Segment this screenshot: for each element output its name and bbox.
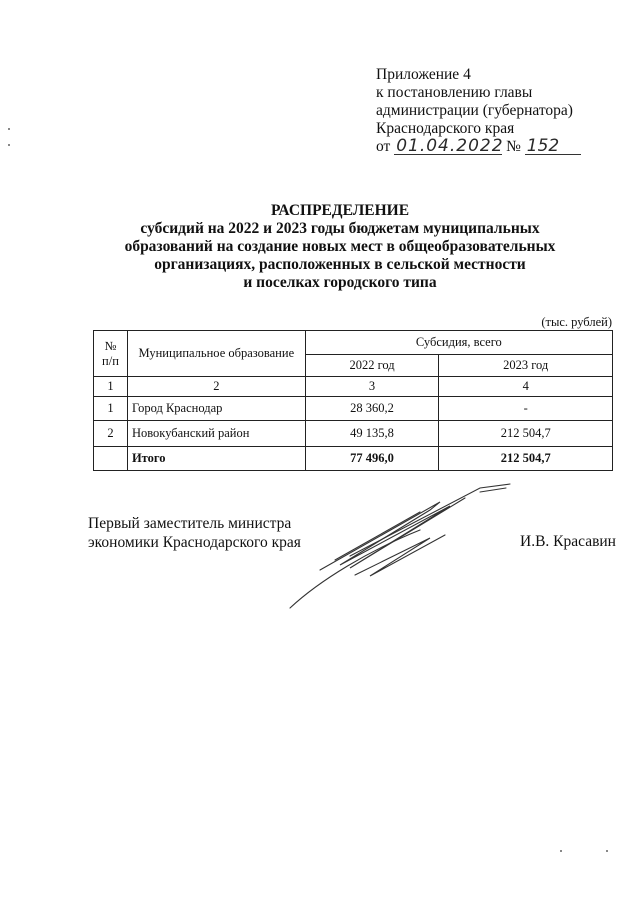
row-2022: 28 360,2 — [305, 397, 439, 421]
signatory-name: И.В. Красавин — [520, 533, 616, 550]
signatory-position — [88, 514, 301, 552]
units-label: (тыс. рублей) — [541, 315, 612, 329]
index-cell: 1 — [94, 377, 128, 397]
appendix-date-line — [376, 138, 581, 156]
handwritten-number: 152 — [525, 139, 581, 155]
total-2023: 212 504,7 — [439, 447, 613, 471]
title-line: и поселках городского типа — [243, 274, 437, 291]
row-2023: - — [439, 397, 613, 421]
document-title — [60, 202, 620, 292]
table-row — [94, 421, 613, 447]
index-cell: 2 — [127, 377, 305, 397]
row-2023: 212 504,7 — [439, 421, 613, 447]
header-num: № п/п — [94, 331, 128, 377]
appendix-line: Приложение 4 — [376, 66, 471, 83]
index-row — [94, 377, 613, 397]
title-line: субсидий на 2022 и 2023 годы бюджетам муниципальных — [140, 220, 540, 237]
title-line: образований на создание новых мест в общеобразовательных — [124, 238, 556, 255]
date-prefix: от — [376, 138, 391, 155]
appendix-line: к постановлению главы — [376, 84, 533, 101]
row-name: Новокубанский район — [127, 421, 305, 447]
header-municipality: Муниципальное образование — [127, 331, 305, 377]
handwritten-date: 01.04.2022 — [396, 136, 504, 156]
position-line: экономики Краснодарского края — [88, 534, 301, 551]
appendix-block — [376, 66, 581, 156]
table-row — [94, 397, 613, 421]
appendix-line: администрации (губернатора) — [376, 102, 573, 119]
scan-speck — [8, 128, 10, 130]
title-line: организациях, расположенных в сельской местности — [154, 256, 526, 273]
index-cell: 4 — [439, 377, 613, 397]
title-heading: РАСПРЕДЕЛЕНИЕ — [270, 202, 410, 219]
total-label: Итого — [127, 447, 305, 471]
header-subsidy-total: Субсидия, всего — [305, 331, 612, 355]
position-line: Первый заместитель министра — [88, 515, 292, 532]
header-year-2023: 2023 год — [439, 355, 613, 377]
row-num: 2 — [94, 421, 128, 447]
scan-speck — [8, 144, 10, 146]
total-row — [94, 447, 613, 471]
appendix-line: Краснодарского края — [376, 120, 515, 137]
scan-speck — [560, 850, 562, 852]
total-num — [94, 447, 128, 471]
index-cell: 3 — [305, 377, 439, 397]
row-num: 1 — [94, 397, 128, 421]
handwritten-signature — [280, 480, 520, 615]
number-sign: № — [506, 138, 521, 155]
total-2022: 77 496,0 — [305, 447, 439, 471]
scan-speck — [606, 850, 608, 852]
header-year-2022: 2022 год — [305, 355, 439, 377]
row-name: Город Краснодар — [127, 397, 305, 421]
subsidy-table — [93, 330, 613, 471]
row-2022: 49 135,8 — [305, 421, 439, 447]
